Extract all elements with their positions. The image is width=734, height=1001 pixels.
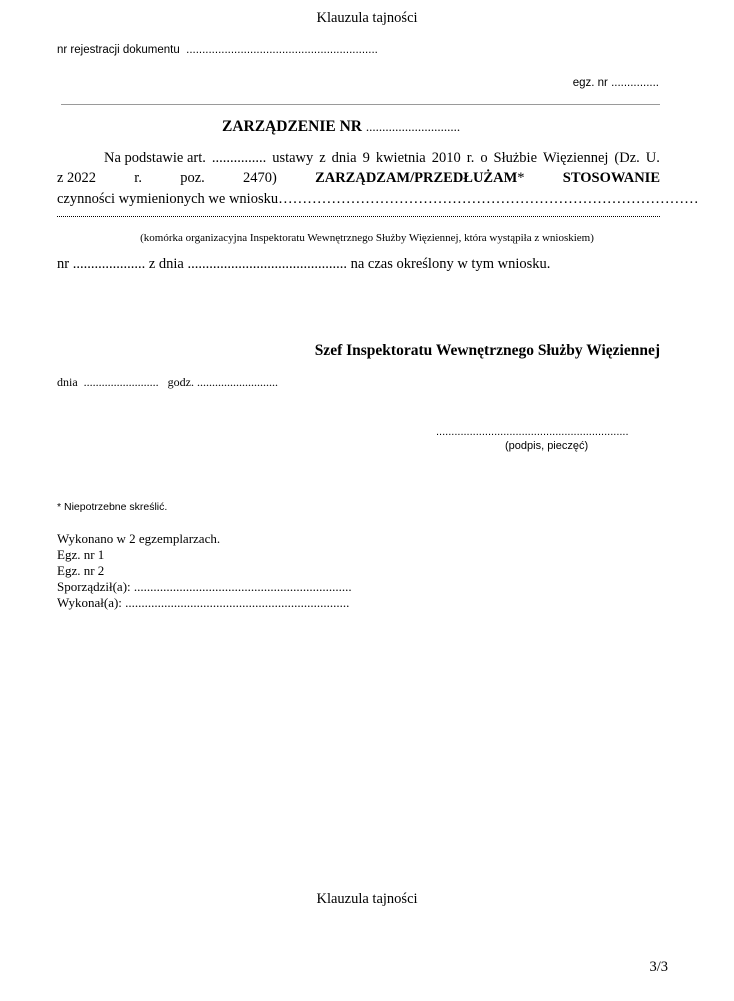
executed-by-line xyxy=(57,595,349,611)
body-word: r. xyxy=(466,150,475,166)
order-number-dots: ............................. xyxy=(365,119,461,134)
header-divider xyxy=(61,104,660,105)
body-word: r. xyxy=(134,170,142,186)
registration-dots: ............................................................ xyxy=(186,44,378,56)
body-word: Więziennej xyxy=(543,150,609,166)
application-word: STOSOWANIE xyxy=(562,170,660,186)
page-number: 3/3 xyxy=(649,959,668,975)
body-word: ............... xyxy=(211,150,267,166)
header-classification-label: Klauzula tajności xyxy=(316,10,418,26)
hour-dots: ........................... xyxy=(197,375,278,389)
prepared-by-line xyxy=(57,579,352,595)
copy-1: Egz. nr 1 xyxy=(57,547,105,562)
body-word: U. xyxy=(645,150,660,166)
footnote-asterisk: * xyxy=(517,170,525,186)
prepared-by-label: Sporządził(a): xyxy=(57,579,131,594)
day-dots: ......................... xyxy=(83,375,159,389)
footnote: * Niepotrzebne skreślić. xyxy=(57,501,168,513)
footer-classification-label: Klauzula tajności xyxy=(316,891,418,907)
body-word: 2010 xyxy=(431,150,461,166)
body-word: 9 xyxy=(362,150,370,166)
prepared-by-dots: ................................................................... xyxy=(133,579,352,594)
unit-caption: (komórka organizacyjna Inspektoratu Wewnętrznego Służby Więziennej, która wystąpiła z wnioskiem) xyxy=(140,232,594,244)
period-nr-label: nr xyxy=(57,256,70,272)
registration-label: nr rejestracji dokumentu xyxy=(57,44,180,56)
signatory-title: Szef Inspektoratu Wewnętrznego Służby Więziennej xyxy=(314,342,660,359)
signature-caption: (podpis, pieczęć) xyxy=(505,440,589,452)
copies-count: Wykonano w 2 egzemplarzach. xyxy=(57,531,221,546)
body-line-2 xyxy=(57,170,660,187)
period-date-label: z dnia xyxy=(148,256,184,272)
period-suffix: na czas określony w tym wniosku. xyxy=(350,256,551,272)
copy-number-dots: ............... xyxy=(611,77,659,89)
day-label: dnia xyxy=(57,375,78,389)
body-line-3-text: czynności wymienionych we wniosku xyxy=(57,191,279,207)
period-line xyxy=(57,256,550,273)
body-word: kwietnia xyxy=(375,150,426,166)
body-word: poz. xyxy=(180,170,205,186)
copy-number-label: egz. nr xyxy=(572,77,608,89)
executed-by-label: Wykonał(a): xyxy=(57,595,122,610)
body-word: Na podstawie art. xyxy=(104,150,206,166)
signature-dots: ............................................................... xyxy=(436,426,629,438)
body-line-1 xyxy=(57,150,660,167)
unit-fill-in-line xyxy=(57,216,660,217)
body-line-3-dots: …………………………………………………………………………… xyxy=(278,191,699,207)
period-date-dots: ............................................ xyxy=(187,256,347,272)
period-nr-dots: .................... xyxy=(72,256,146,272)
registration-number-line xyxy=(57,44,378,56)
body-word: (Dz. xyxy=(614,150,640,166)
body-word: o xyxy=(480,150,488,166)
body-word: dnia xyxy=(331,150,357,166)
order-title xyxy=(222,118,460,136)
body-word: 2470) xyxy=(242,170,277,186)
body-word: ustawy xyxy=(272,150,314,166)
hour-label: godz. xyxy=(167,375,194,389)
order-extend-text: ZARZĄDZAM/PRZEDŁUŻAM xyxy=(315,170,518,186)
body-word: z 2022 xyxy=(57,170,97,186)
body-word: z xyxy=(319,150,326,166)
copy-number-line xyxy=(573,77,659,89)
order-title-text: ZARZĄDZENIE NR xyxy=(222,118,362,135)
copy-2: Egz. nr 2 xyxy=(57,563,105,578)
body-word: Służbie xyxy=(493,150,538,166)
body-line-3 xyxy=(57,191,699,208)
date-time-line xyxy=(57,375,278,390)
order-extend-choice xyxy=(315,170,524,187)
executed-by-dots: ..................................................................... xyxy=(125,595,350,610)
